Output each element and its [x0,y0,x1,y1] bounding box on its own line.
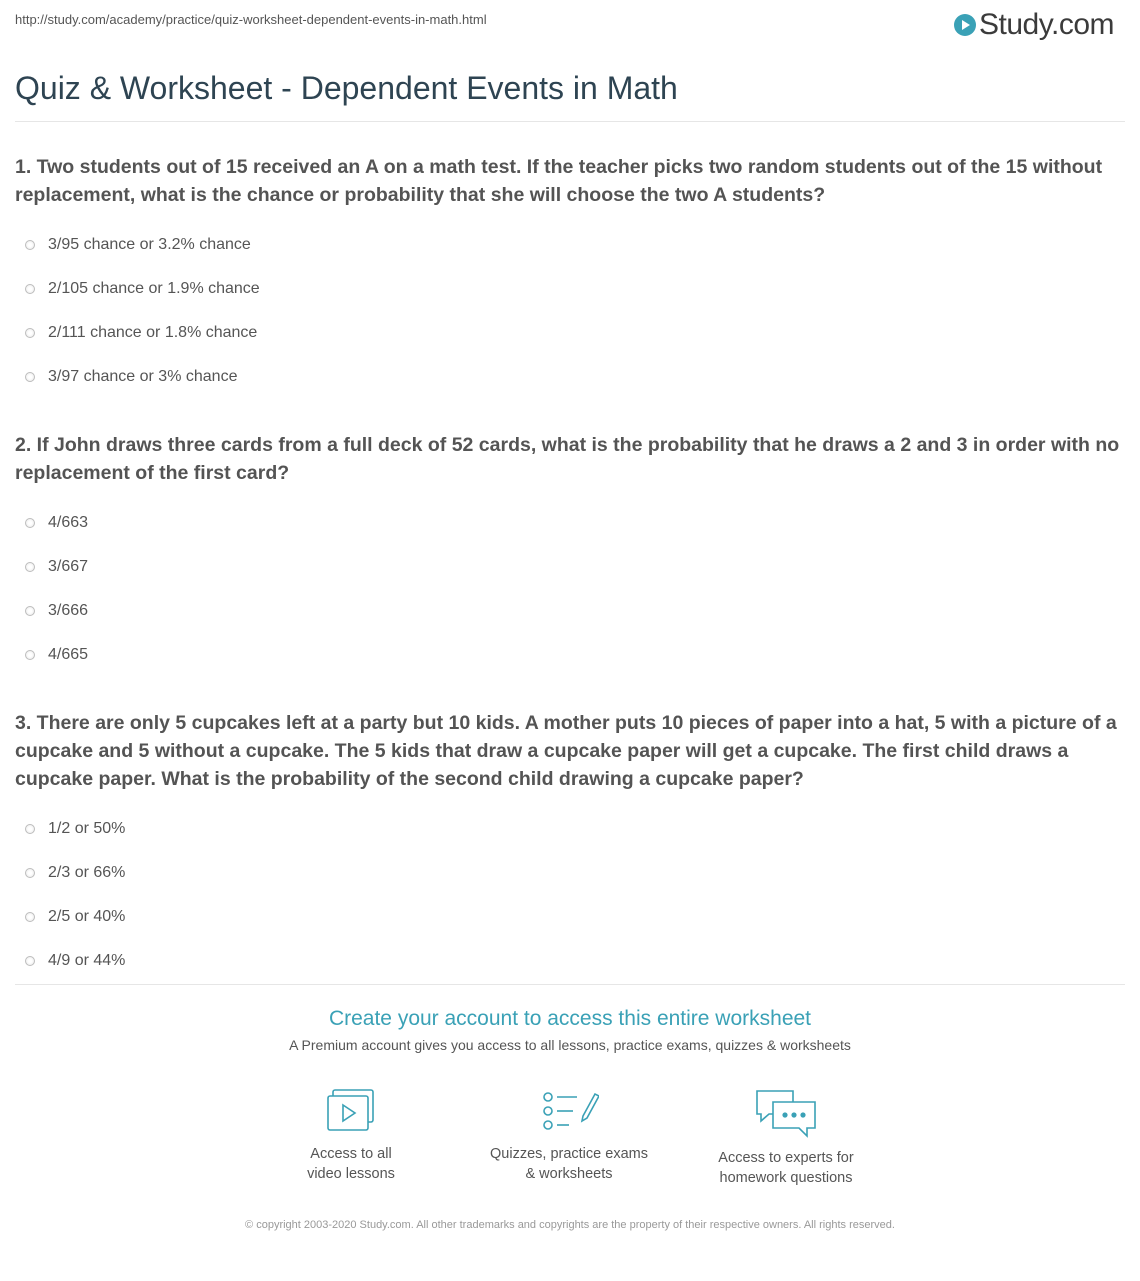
question-text: 2. If John draws three cards from a full deck of 52 cards, what is the probability that he draws a 2 and 3 in order with no replacement of the first card? [15,434,1120,484]
answer-option[interactable] [15,501,1125,545]
feature-label-line1: Quizzes, practice exams [490,1146,648,1162]
answer-option[interactable] [15,545,1125,589]
radio-icon[interactable] [25,240,35,250]
answer-option[interactable] [15,355,1125,399]
answer-options [15,223,1125,399]
feature-label-line2: & worksheets [525,1166,613,1182]
option-label: 1/2 or 50% [48,820,126,837]
title-divider [15,121,1125,122]
radio-icon[interactable] [25,606,35,616]
section-divider [15,984,1125,985]
option-label: 2/111 chance or 1.8% chance [48,324,258,341]
option-label: 3/97 chance or 3% chance [48,368,238,385]
answer-option[interactable] [15,633,1125,677]
radio-icon[interactable] [25,956,35,966]
radio-icon[interactable] [25,372,35,382]
feature-quizzes [469,1088,669,1184]
play-logo-icon [954,14,976,36]
option-label: 4/663 [48,514,89,531]
option-label: 3/95 chance or 3.2% chance [48,236,251,253]
question-3 [15,709,1125,983]
option-label: 3/666 [48,602,89,619]
question-text: 1. Two students out of 15 received an A on a math test. If the teacher picks two random students out of the 15 without replacement, what is the chance or probability that she will choose the two A students? [15,156,1103,206]
feature-label-line2: video lessons [307,1166,395,1182]
answer-option[interactable] [15,223,1125,267]
radio-icon[interactable] [25,284,35,294]
chat-bubbles-icon [753,1088,819,1138]
page-title: Quiz & Worksheet - Dependent Events in Math [15,70,678,106]
answer-option[interactable] [15,807,1125,851]
option-label: 4/665 [48,646,89,663]
study-logo[interactable] [954,8,1114,42]
video-lessons-icon [325,1088,377,1134]
question-text: 3. There are only 5 cupcakes left at a party but 10 kids. A mother puts 10 pieces of paper into a hat, 5 with a picture of a cupcake and 5 without a cupcake. The 5 kids that draw a cupcake paper will get a cupcake. The first child draws a cupcake paper. What is the probability of the second child drawing a cupcake paper? [15,712,1117,790]
answer-options [15,501,1125,677]
cta-title-link[interactable]: Create your account to access this entire worksheet [328,1007,812,1030]
radio-icon[interactable] [25,650,35,660]
answer-option[interactable] [15,311,1125,355]
question-2 [15,431,1125,677]
radio-icon[interactable] [25,562,35,572]
copyright-notice: © copyright 2003-2020 Study.com. All other trademarks and copyrights are the property of their respective owners. All rights reserved. [245,1219,895,1231]
feature-label-line1: Access to all [310,1146,392,1162]
answer-option[interactable] [15,589,1125,633]
question-list [15,153,1125,1015]
option-label: 2/105 chance or 1.9% chance [48,280,260,297]
answer-option[interactable] [15,939,1125,983]
feature-experts [686,1088,886,1188]
radio-icon[interactable] [25,868,35,878]
feature-video-lessons [251,1088,451,1184]
radio-icon[interactable] [25,824,35,834]
cta-subtitle: A Premium account gives you access to all lessons, practice exams, quizzes & worksheets [289,1037,851,1053]
answer-option[interactable] [15,851,1125,895]
question-1 [15,153,1125,399]
feature-label-line1: Access to experts for [718,1150,854,1166]
page-url: http://study.com/academy/practice/quiz-worksheet-dependent-events-in-math.html [15,12,487,27]
brand-name: Study.com [979,8,1114,41]
quiz-checklist-icon [539,1088,599,1134]
option-label: 2/5 or 40% [48,908,126,925]
option-label: 4/9 or 44% [48,952,126,969]
radio-icon[interactable] [25,912,35,922]
answer-options [15,807,1125,983]
answer-option[interactable] [15,895,1125,939]
option-label: 3/667 [48,558,89,575]
option-label: 2/3 or 66% [48,864,126,881]
answer-option[interactable] [15,267,1125,311]
radio-icon[interactable] [25,518,35,528]
radio-icon[interactable] [25,328,35,338]
feature-label-line2: homework questions [719,1170,853,1186]
